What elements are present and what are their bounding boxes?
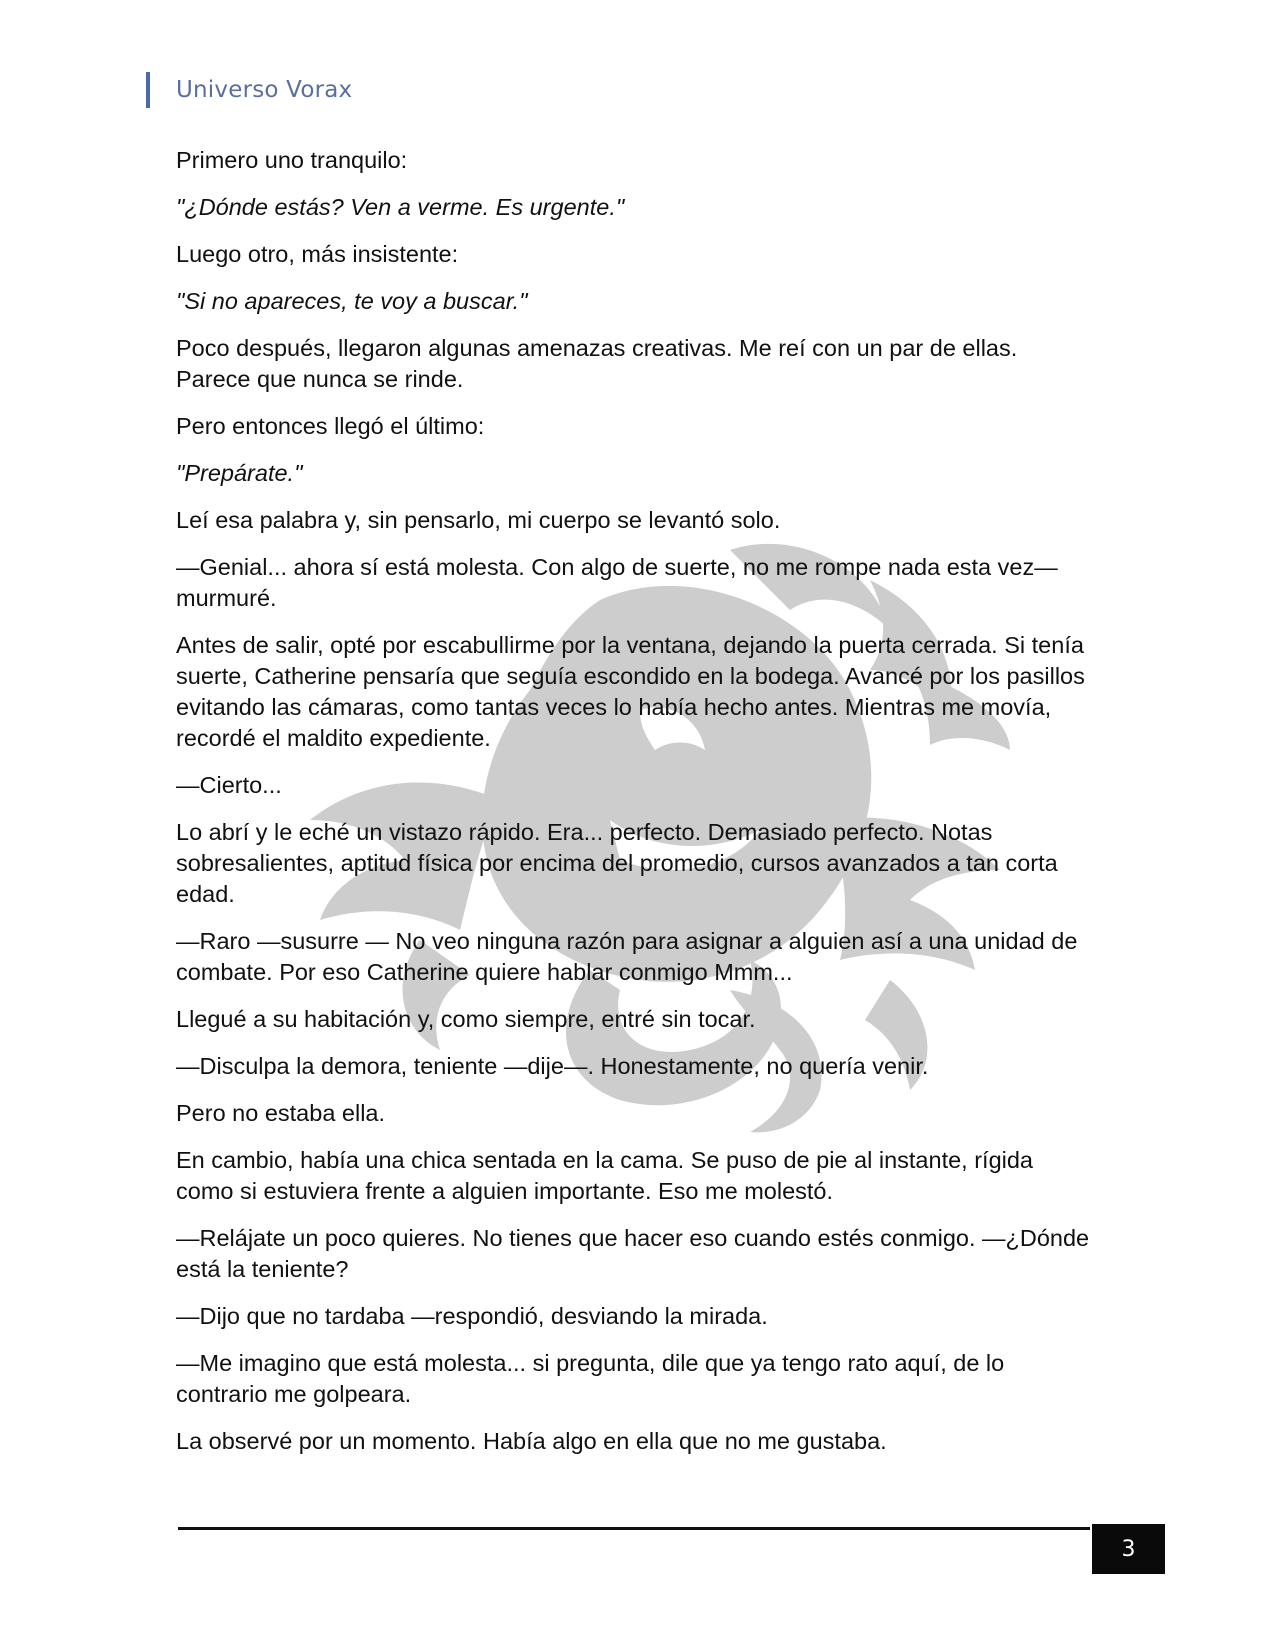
paragraph: —Disculpa la demora, teniente —dije—. Honestamente, no quería venir. <box>176 1053 929 1079</box>
paragraph: Pero no estaba ella. <box>176 1100 386 1126</box>
footer-rule <box>178 1527 1090 1530</box>
paragraph: —Cierto... <box>176 772 282 798</box>
quoted-message: "Prepárate." <box>176 460 303 486</box>
paragraph: Llegué a su habitación y, como siempre, entré sin tocar. <box>176 1006 756 1032</box>
paragraph: —Relájate un poco quieres. No tienes que hacer eso cuando estés conmigo. —¿Dónde está la teniente? <box>176 1225 1090 1282</box>
body-text <box>176 145 1096 1473</box>
paragraph: —Genial... ahora sí está molesta. Con algo de suerte, no me rompe nada esta vez—murmuré. <box>176 554 1058 611</box>
paragraph: Antes de salir, opté por escabullirme por la ventana, dejando la puerta cerrada. Si tenía suerte, Catherine pensaría que seguía escondido en la bodega. Avancé por los pasillos evitando las cámaras, como tantas veces lo había hecho antes. Mientras me movía, recordé el maldito expediente. <box>176 632 1085 751</box>
quoted-message: "Si no apareces, te voy a buscar." <box>176 288 528 314</box>
paragraph: Pero entonces llegó el último: <box>176 413 485 439</box>
paragraph: Leí esa palabra y, sin pensarlo, mi cuerpo se levantó solo. <box>176 507 781 533</box>
paragraph: En cambio, había una chica sentada en la cama. Se puso de pie al instante, rígida como si estuviera frente a alguien importante. Eso me molestó. <box>176 1147 1034 1204</box>
paragraph: Lo abrí y le eché un vistazo rápido. Era... perfecto. Demasiado perfecto. Notas sobresalientes, aptitud física por encima del promedio, cursos avanzados a tan corta edad. <box>176 819 1058 907</box>
quoted-message: "¿Dónde estás? Ven a verme. Es urgente." <box>176 194 625 220</box>
paragraph: Primero uno tranquilo: <box>176 147 408 173</box>
paragraph: —Raro —susurre — No veo ninguna razón para asignar a alguien así a una unidad de combate. Por eso Catherine quiere hablar conmigo Mmm... <box>176 928 1078 985</box>
running-header <box>146 72 352 108</box>
paragraph: Poco después, llegaron algunas amenazas creativas. Me reí con un par de ellas. Parece que nunca se rinde. <box>176 335 1018 392</box>
paragraph: —Dijo que no tardaba —respondió, desviando la mirada. <box>176 1303 768 1329</box>
paragraph: Luego otro, más insistente: <box>176 241 459 267</box>
page-number: 3 <box>1092 1524 1165 1574</box>
paragraph: La observé por un momento. Había algo en ella que no me gustaba. <box>176 1428 887 1454</box>
header-title: Universo Vorax <box>176 77 353 103</box>
paragraph: —Me imagino que está molesta... si pregunta, dile que ya tengo rato aquí, de lo contrario me golpeara. <box>176 1350 1005 1407</box>
